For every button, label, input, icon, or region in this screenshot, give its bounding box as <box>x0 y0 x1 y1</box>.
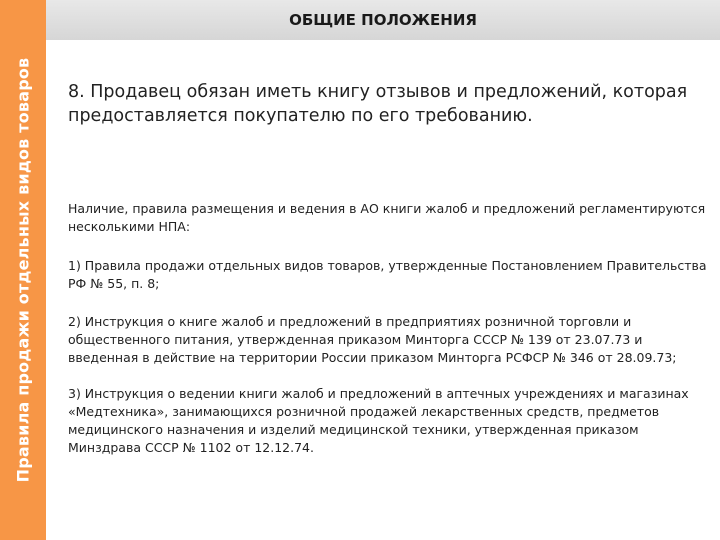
page-title: ОБЩИЕ ПОЛОЖЕНИЯ <box>289 11 477 29</box>
side-banner <box>0 0 46 540</box>
list-item: 2) Инструкция о книге жалоб и предложений в предприятиях розничной торговли и общественного питания, утвержденная приказом Минторга СССР № 139 от 23.07.73 и введенная в действие на территории России приказом Минторга РСФСР № 346 от 28.09.73; <box>68 314 677 365</box>
intro-paragraph: Наличие, правила размещения и ведения в АО книги жалоб и предложений регламентируются несколькими НПА: <box>68 201 706 234</box>
side-banner-title: Правила продажи отдельных видов товаров <box>13 57 33 483</box>
list-item: 3) Инструкция о ведении книги жалоб и предложений в аптечных учреждениях и магазинах «Медтехника», занимающихся розничной продажей лекарственных средств, предметов медицинского назначения и изделий медицинской техники, утвержденная приказом Минздрава СССР № 1102 от 12.12.74. <box>68 386 689 455</box>
main-statement: 8. Продавец обязан иметь книгу отзывов и предложений, которая предоставляется покупателю по его требованию. <box>68 82 688 126</box>
list-item: 1) Правила продажи отдельных видов товаров, утвержденные Постановлением Правительства РФ № 55, п. 8; <box>68 258 707 291</box>
